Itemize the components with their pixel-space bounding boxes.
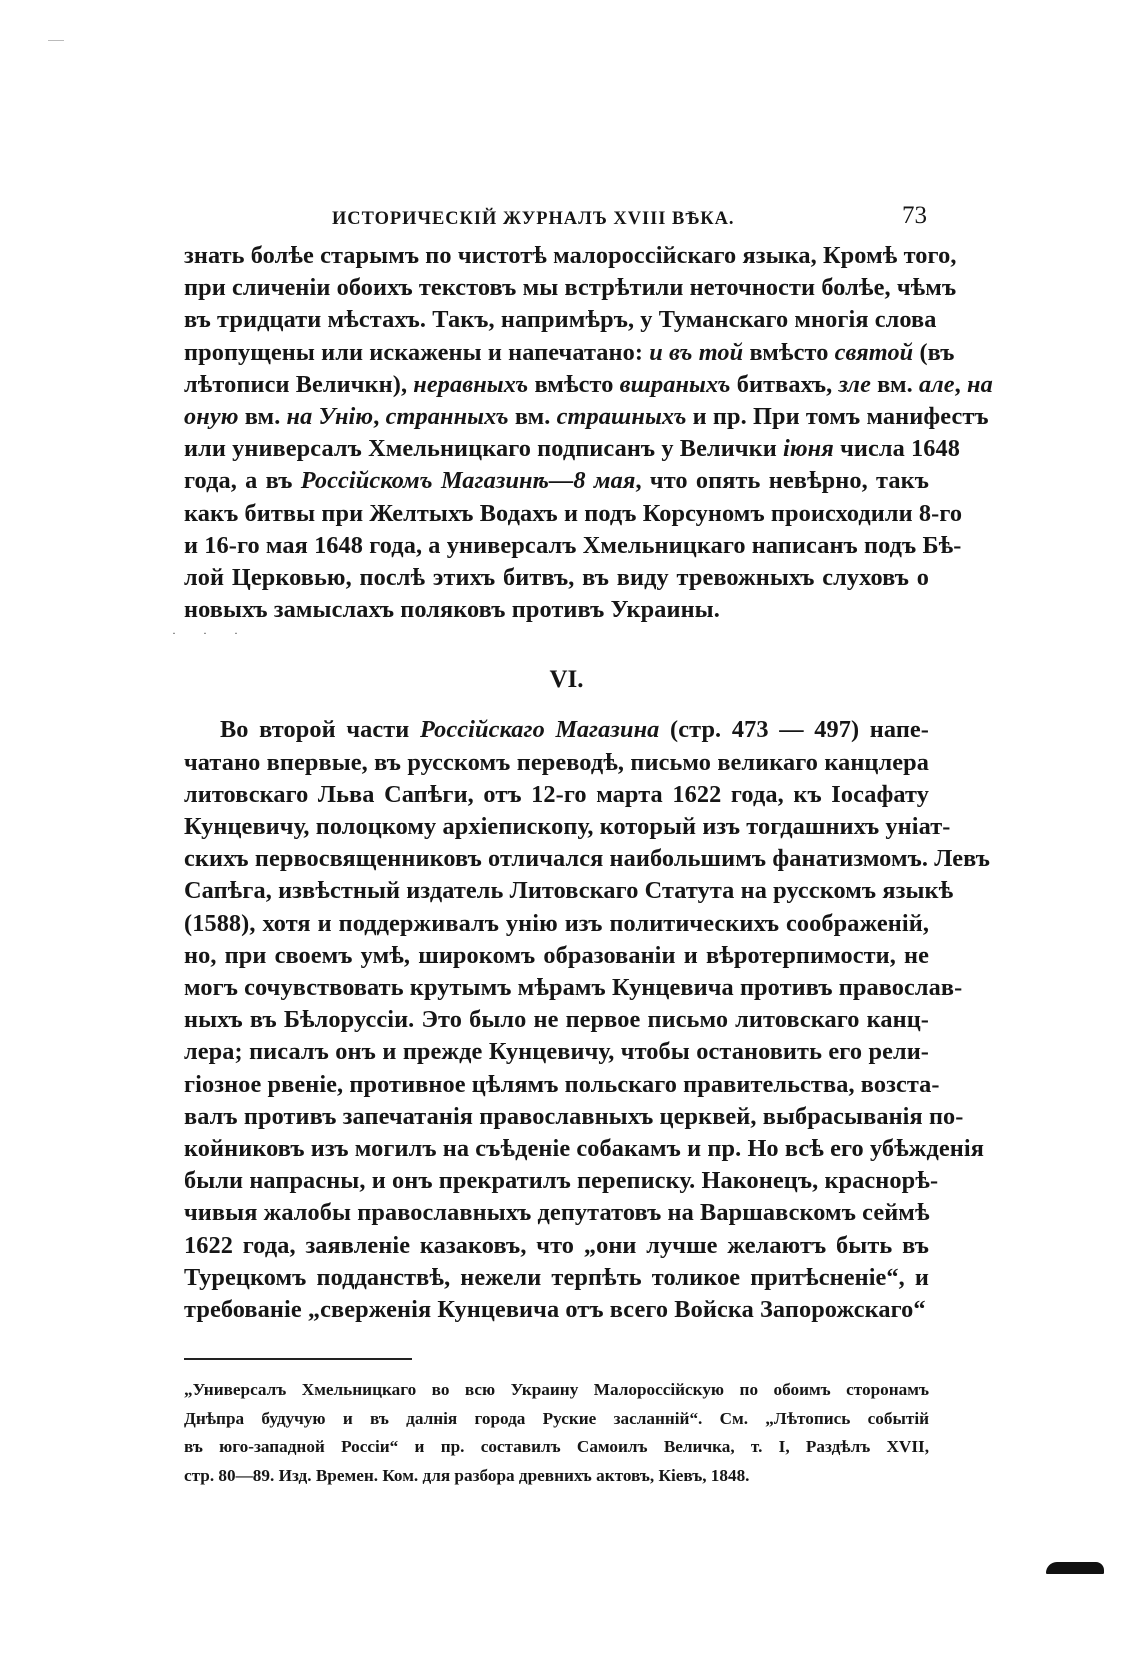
page-number: 73: [902, 202, 927, 229]
paragraph1-line: при сличеніи обоихъ текстовъ мы встрѣтили неточности болѣе, чѣмъ: [184, 274, 957, 302]
paragraph1-line: въ тридцати мѣстахъ. Такъ, напримѣръ, у Туманскаго многія слова: [184, 306, 937, 334]
paragraph1-line: знать болѣе старымъ по чистотѣ малороссійскаго языка, Кромѣ того,: [184, 242, 957, 269]
page: [172, 202, 993, 1491]
paragraph2-line: (1588), хотя и поддерживалъ унію изъ политическихъ соображеній,: [184, 909, 929, 937]
paragraph2-line: чатано впервые, въ русскомъ переводѣ, письмо великаго канцлера: [184, 748, 929, 776]
footnote-line: въ юго-западной Россіи“ и пр. составилъ Самоилъ Величка, т. I, Раздѣлъ XVII,: [184, 1437, 929, 1457]
paragraph-1: [184, 240, 993, 626]
scan-mark: [48, 40, 64, 41]
paragraph1-line: лой Церковью, послѣ этихъ битвъ, въ виду тревожныхъ слуховъ о: [184, 564, 929, 592]
paragraph2-line: литовскаго Льва Сапѣги, отъ 12-го марта 1622 года, къ Іосафату: [184, 780, 929, 808]
footnote-rule: [184, 1358, 412, 1360]
paragraph2-line: Кунцевичу, полоцкому архіепископу, который изъ тогдашнихъ уніат-: [184, 813, 951, 841]
paragraph2-line: но, при своемъ умѣ, широкомъ образованіи и вѣротерпимости, не: [184, 941, 929, 969]
paragraph1-line: пропущены или искажены и напечатано: и въ той вмѣсто святой (въ: [184, 338, 955, 366]
footnote-line: „Универсалъ Хмельницкаго во всю Украину Малороссійскую по обоимъ сторонамъ: [184, 1380, 929, 1400]
footnote-line: стр. 80—89. Изд. Времен. Ком. для разбора древнихъ актовъ, Кіевъ, 1848.: [184, 1466, 750, 1486]
paragraph2-line: были напрасны, и онъ прекратилъ переписку. Наконецъ, краснорѣ-: [184, 1167, 939, 1195]
paragraph1-line: или универсалъ Хмельницкаго подписанъ у Велички іюня числа 1648: [184, 435, 961, 463]
paragraph2-line: могъ сочувствовать крутымъ мѣрамъ Кунцевича противъ православ-: [184, 974, 963, 1002]
paragraph2-line: 1622 года, заявленіе казаковъ, что „они лучше желаютъ быть въ: [184, 1231, 929, 1259]
paragraph2-line: Сапѣга, извѣстный издатель Литовскаго Статута на русскомъ языкѣ: [184, 877, 954, 905]
paragraph2-line: скихъ первосвященниковъ отличался наибольшимъ фанатизмомъ. Левъ: [184, 845, 991, 873]
section-number: VI.: [549, 666, 584, 694]
paragraph2-line: ныхъ въ Бѣлоруссіи. Это было не первое письмо литовскаго канц-: [184, 1006, 929, 1034]
paragraph1-line: лѣтописи Величкн), неравныхъ вмѣсто вшраныхъ битвахъ, зле вм. але, на: [184, 370, 993, 398]
paragraph1-line: оную вм. на Унію, странныхъ вм. страшныхъ и пр. При томъ манифестъ: [184, 403, 989, 431]
paragraph1-line: какъ битвы при Желтыхъ Водахъ и подъ Корсуномъ происходили 8-го: [184, 499, 963, 527]
footnote-line: Днѣпра будучую и въ далнія города Руские засланній“. См. „Лѣтопись событій: [184, 1408, 929, 1428]
running-head: [184, 204, 929, 240]
paragraph2-line: требованіе „сверженія Кунцевича отъ всего Войска Запорожскаго“: [184, 1296, 926, 1324]
paragraph2-line: гіозное рвеніе, противное цѣлямъ польскаго правительства, возста-: [184, 1070, 940, 1098]
ellipsis-marks: · · ·: [172, 626, 250, 641]
paragraph1-line: новыхъ замыслахъ поляковъ противъ Украины.: [184, 596, 720, 624]
paragraph-2: [184, 714, 991, 1326]
scan-artifact: [1046, 1562, 1104, 1574]
paragraph2-line: койниковъ изъ могилъ на съѣденіе собакамъ и пр. Но всѣ его убѣжденія: [184, 1135, 984, 1163]
paragraph2-line: чивыя жалобы православныхъ депутатовъ на Варшавскомъ сеймѣ: [184, 1199, 930, 1227]
footnote: [184, 1376, 929, 1490]
paragraph2-line: лера; писалъ онъ и прежде Кунцевичу, чтобы остановить его рели-: [184, 1038, 929, 1066]
running-head-title: ИСТОРИЧЕСКІЙ ЖУРНАЛЪ XVIII ВѢКА.: [332, 208, 735, 229]
paragraph2-line: Во второй части Россійскаго Магазина (стр. 473 — 497) напе-: [220, 716, 929, 744]
paragraph2-line: Турецкомъ подданствѣ, нежели терпѣть толикое притѣсненіе“, и: [184, 1263, 929, 1291]
paragraph1-line: и 16-го мая 1648 года, а универсалъ Хмельницкаго написанъ подъ Бѣ-: [184, 531, 962, 559]
paragraph2-line: валъ противъ запечатанія православныхъ церквей, выбрасыванія по-: [184, 1102, 964, 1130]
paragraph1-line: года, а въ Россійскомъ Магазинѣ—8 мая, что опять невѣрно, такъ: [184, 467, 929, 495]
